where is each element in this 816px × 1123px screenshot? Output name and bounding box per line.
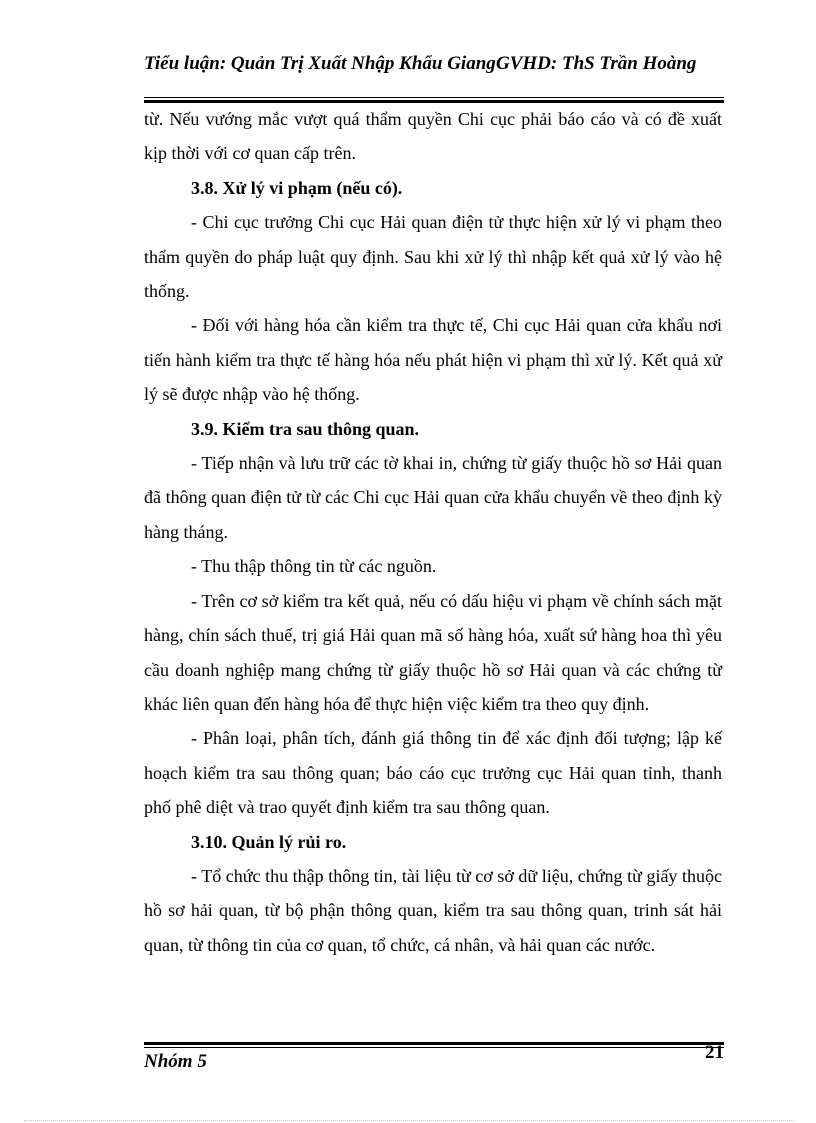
- section-heading-3-10: 3.10. Quản lý rủi ro.: [191, 831, 347, 852]
- page-body: [144, 102, 722, 962]
- paragraph: - Tổ chức thu thập thông tin, tài liệu từ cơ sở dữ liệu, chứng từ giấy thuộc hồ sơ hải quan, từ bộ phận thông quan, kiểm tra sau thông quan, trinh sát hải quan, từ thông tin của cơ quan, tổ chức, cá nhân, và hải quan các nước.: [144, 865, 722, 955]
- paragraph: - Phân loại, phân tích, đánh giá thông tin để xác định đối tượng; lập kế hoạch kiểm tra sau thông quan; báo cáo cục trưởng cục Hải quan tỉnh, thanh phố phê diệt và trao quyết định kiểm tra sau thông quan.: [144, 728, 722, 818]
- header-rule-thin: [144, 97, 724, 98]
- header-course-title: Tiểu luận: Quản Trị Xuất Nhập Khẩu Giang: [144, 53, 496, 74]
- footer-rule-thick: [144, 1042, 724, 1045]
- paragraph: - Đối với hàng hóa cần kiểm tra thực tế, Chi cục Hải quan cửa khẩu nơi tiến hành kiểm tra thực tế hàng hóa nếu phát hiện vi phạm thì xử lý. Kết quả xử lý sẽ được nhập vào hệ thống.: [144, 315, 722, 405]
- section-heading-3-8: 3.8. Xử lý vi phạm (nếu có).: [191, 177, 403, 198]
- page-header: [144, 52, 724, 96]
- paragraph-continuation: từ. Nếu vướng mắc vượt quá thẩm quyền Chi cục phải báo cáo và có đề xuất kịp thời với cơ quan cấp trên.: [144, 109, 722, 164]
- page-edge-dotted-line: [24, 1120, 794, 1121]
- footer-rule-thin: [144, 1047, 724, 1048]
- section-heading-3-9: 3.9. Kiểm tra sau thông quan.: [191, 418, 420, 439]
- paragraph: - Trên cơ sở kiểm tra kết quả, nếu có dấu hiệu vi phạm về chính sách mặt hàng, chín sách thuế, trị giá Hải quan mã số hàng hóa, xuất sứ hàng hoa thì yêu cầu doanh nghiệp mang chứng từ giấy thuộc hồ sơ Hải quan và các chứng từ khác liên quan đến hàng hóa để thực hiện việc kiểm tra theo quy định.: [144, 590, 722, 714]
- paragraph: - Thu thập thông tin từ các nguồn.: [191, 556, 437, 577]
- paragraph: - Chi cục trưởng Chi cục Hải quan điện tử thực hiện xử lý vi phạm theo thẩm quyền do pháp luật quy định. Sau khi xử lý thì nhập kết quả xử lý vào hệ thống.: [144, 212, 722, 302]
- header-instructor: GVHD: ThS Trần Hoàng: [496, 53, 697, 74]
- footer-group-label: Nhóm 5: [144, 1051, 207, 1072]
- page-number: 21: [705, 1042, 724, 1063]
- paragraph: - Tiếp nhận và lưu trữ các tờ khai in, chứng từ giấy thuộc hồ sơ Hải quan đã thông quan điện tử từ các Chi cục Hải quan cửa khẩu chuyển về theo định kỳ hàng tháng.: [144, 453, 722, 542]
